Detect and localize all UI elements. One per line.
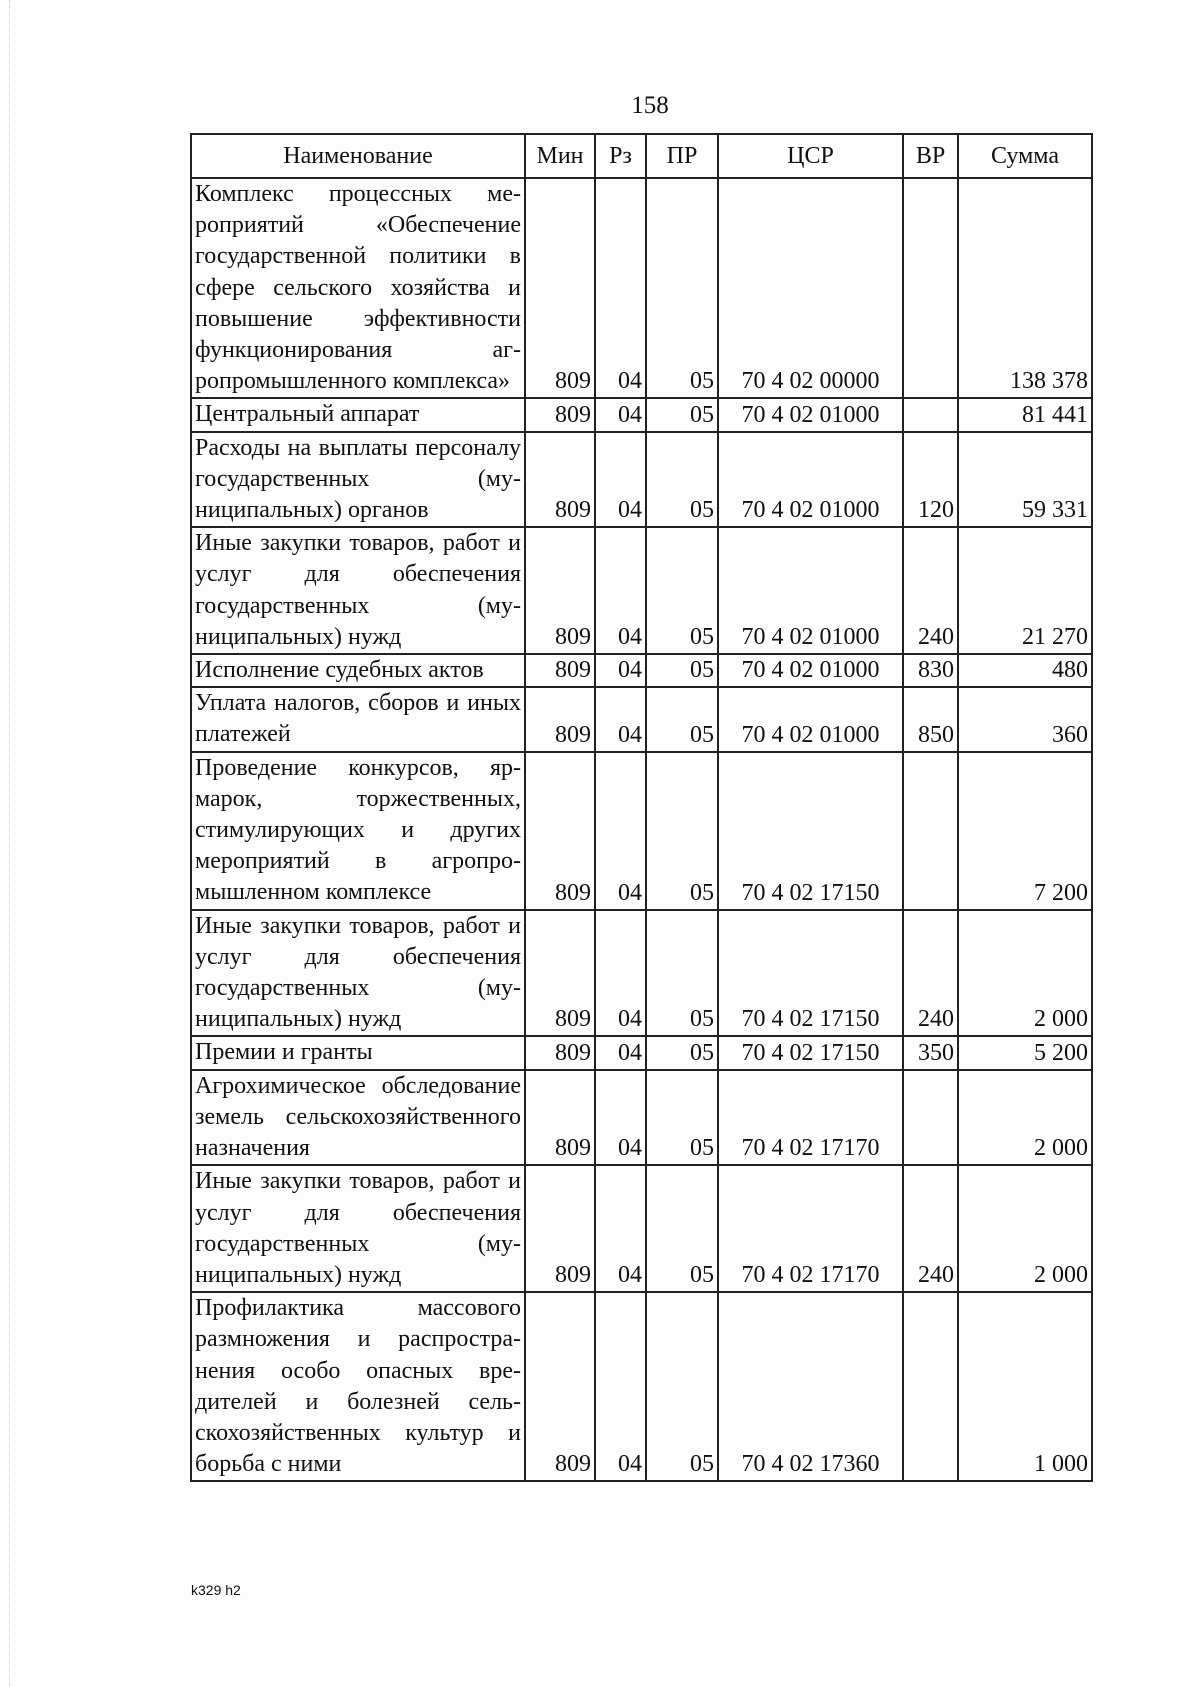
cell-name: Центральный аппарат (191, 398, 525, 431)
cell-min: 809 (525, 178, 595, 398)
cell-sum: 81 441 (958, 398, 1092, 431)
cell-csr: 70 4 02 17170 (718, 1070, 903, 1166)
cell-min: 809 (525, 527, 595, 654)
cell-min: 809 (525, 910, 595, 1037)
cell-rz: 04 (595, 178, 646, 398)
cell-csr: 70 4 02 01000 (718, 654, 903, 687)
cell-name: Агрохимическое обследование земель сельскохозяйственного назначения (191, 1070, 525, 1166)
cell-min: 809 (525, 1036, 595, 1069)
table-row (191, 910, 1092, 1037)
cell-sum: 2 000 (958, 1165, 1092, 1292)
cell-rz: 04 (595, 398, 646, 431)
cell-pr: 05 (646, 527, 718, 654)
page-number: 158 (631, 92, 669, 119)
header-vr: ВР (903, 134, 958, 178)
cell-rz: 04 (595, 1036, 646, 1069)
cell-rz: 04 (595, 752, 646, 910)
cell-name: Расходы на выплаты персоналу государственных (муниципальных) органов (191, 432, 525, 528)
cell-sum: 138 378 (958, 178, 1092, 398)
cell-vr: 850 (903, 687, 958, 751)
cell-rz: 04 (595, 432, 646, 528)
cell-name: Иные закупки товаров, работ и услуг для обеспечения государственных (муниципальных) нужд (191, 1165, 525, 1292)
cell-vr (903, 398, 958, 431)
cell-vr (903, 752, 958, 910)
cell-csr: 70 4 02 00000 (718, 178, 903, 398)
cell-name: Проведение конкурсов, ярмарок, торжественных, стимулирующих и других мероприятий в агропромышленном комплексе (191, 752, 525, 910)
cell-name: Исполнение судебных актов (191, 654, 525, 687)
cell-pr: 05 (646, 1292, 718, 1481)
table-row (191, 1036, 1092, 1069)
header-sum: Сумма (958, 134, 1092, 178)
cell-min: 809 (525, 752, 595, 910)
table-row (191, 432, 1092, 528)
cell-sum: 1 000 (958, 1292, 1092, 1481)
cell-name: Профилактика массового размножения и распространения особо опасных вредителей и болезней сельскохозяйственных культур и борьба с ними (191, 1292, 525, 1481)
cell-vr: 120 (903, 432, 958, 528)
table-row (191, 1292, 1092, 1481)
cell-sum: 480 (958, 654, 1092, 687)
footer-code: k329 h2 (191, 1582, 241, 1598)
cell-sum: 7 200 (958, 752, 1092, 910)
table-row (191, 1165, 1092, 1292)
cell-rz: 04 (595, 654, 646, 687)
cell-csr: 70 4 02 01000 (718, 527, 903, 654)
scan-edge-line (9, 0, 10, 1686)
header-pr: ПР (646, 134, 718, 178)
cell-csr: 70 4 02 17170 (718, 1165, 903, 1292)
cell-rz: 04 (595, 527, 646, 654)
table-header-row (191, 134, 1092, 178)
cell-pr: 05 (646, 687, 718, 751)
cell-pr: 05 (646, 752, 718, 910)
cell-csr: 70 4 02 17150 (718, 752, 903, 910)
cell-pr: 05 (646, 178, 718, 398)
cell-vr (903, 1292, 958, 1481)
table-row (191, 687, 1092, 751)
cell-pr: 05 (646, 910, 718, 1037)
header-csr: ЦСР (718, 134, 903, 178)
cell-min: 809 (525, 398, 595, 431)
cell-pr: 05 (646, 1036, 718, 1069)
table-row (191, 527, 1092, 654)
cell-csr: 70 4 02 01000 (718, 687, 903, 751)
cell-vr (903, 178, 958, 398)
cell-csr: 70 4 02 17360 (718, 1292, 903, 1481)
table-row (191, 752, 1092, 910)
cell-vr: 240 (903, 1165, 958, 1292)
table-row (191, 1070, 1092, 1166)
cell-rz: 04 (595, 1165, 646, 1292)
cell-rz: 04 (595, 687, 646, 751)
cell-vr: 830 (903, 654, 958, 687)
cell-vr (903, 1070, 958, 1166)
cell-pr: 05 (646, 432, 718, 528)
header-name: Наименование (191, 134, 525, 178)
cell-name: Уплата налогов, сборов и иных платежей (191, 687, 525, 751)
cell-min: 809 (525, 432, 595, 528)
cell-csr: 70 4 02 17150 (718, 910, 903, 1037)
cell-sum: 360 (958, 687, 1092, 751)
header-min: Мин (525, 134, 595, 178)
cell-pr: 05 (646, 1070, 718, 1166)
cell-name: Премии и гранты (191, 1036, 525, 1069)
cell-vr: 350 (903, 1036, 958, 1069)
cell-min: 809 (525, 687, 595, 751)
table-row (191, 398, 1092, 431)
cell-min: 809 (525, 1165, 595, 1292)
cell-csr: 70 4 02 01000 (718, 432, 903, 528)
cell-rz: 04 (595, 1292, 646, 1481)
budget-table (190, 133, 1093, 1482)
cell-min: 809 (525, 1292, 595, 1481)
cell-pr: 05 (646, 654, 718, 687)
cell-csr: 70 4 02 01000 (718, 398, 903, 431)
cell-pr: 05 (646, 1165, 718, 1292)
cell-sum: 5 200 (958, 1036, 1092, 1069)
cell-pr: 05 (646, 398, 718, 431)
table-row (191, 178, 1092, 398)
header-rz: Рз (595, 134, 646, 178)
cell-rz: 04 (595, 910, 646, 1037)
cell-sum: 59 331 (958, 432, 1092, 528)
cell-name: Иные закупки товаров, работ и услуг для обеспечения государственных (муниципальных) нужд (191, 910, 525, 1037)
cell-vr: 240 (903, 910, 958, 1037)
cell-min: 809 (525, 1070, 595, 1166)
cell-name: Комплекс процессных мероприятий «Обеспечение государственной политики в сфере сельского хозяйства и повышение эффективности функционирования агропромышленного комплекса» (191, 178, 525, 398)
cell-sum: 21 270 (958, 527, 1092, 654)
cell-min: 809 (525, 654, 595, 687)
cell-rz: 04 (595, 1070, 646, 1166)
cell-csr: 70 4 02 17150 (718, 1036, 903, 1069)
cell-vr: 240 (903, 527, 958, 654)
table-row (191, 654, 1092, 687)
table-body (191, 178, 1092, 1481)
cell-name: Иные закупки товаров, работ и услуг для обеспечения государственных (муниципальных) нужд (191, 527, 525, 654)
cell-sum: 2 000 (958, 1070, 1092, 1166)
cell-sum: 2 000 (958, 910, 1092, 1037)
